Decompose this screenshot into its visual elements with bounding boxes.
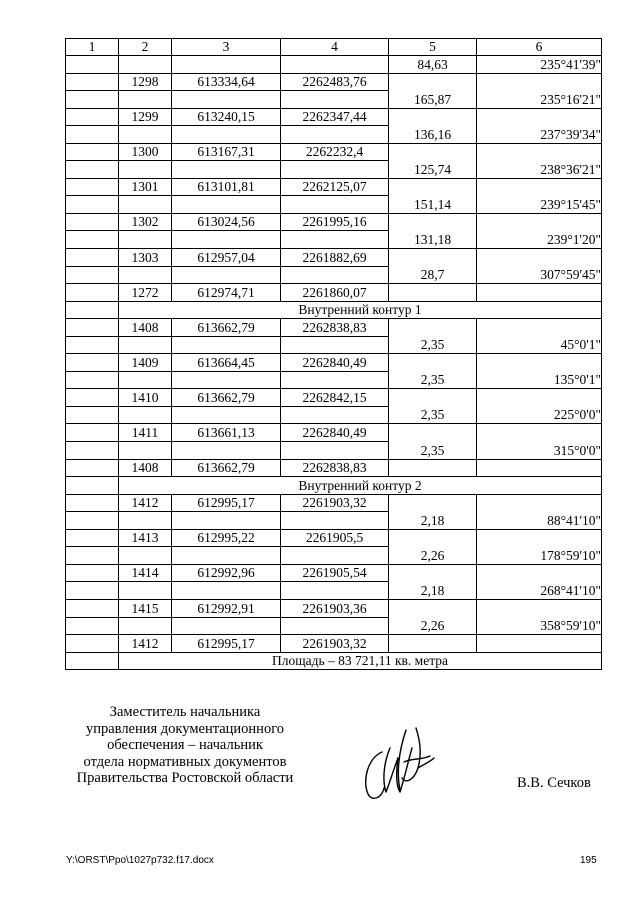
column-header: 1	[66, 39, 119, 56]
table-cell	[66, 266, 119, 284]
table-cell	[66, 599, 119, 617]
coordinate-x: 612995,17	[172, 635, 281, 653]
point-number: 1408	[119, 459, 172, 477]
table-cell	[66, 389, 119, 407]
table-cell	[172, 582, 281, 600]
table-cell	[119, 231, 172, 249]
table-cell	[66, 336, 119, 354]
coordinate-x: 612974,71	[172, 284, 281, 302]
coordinate-x: 612995,17	[172, 494, 281, 512]
segment-length: 136,16	[389, 126, 477, 144]
coordinate-y: 2261903,32	[281, 635, 389, 653]
point-row	[66, 319, 602, 337]
position-line: Заместитель начальника	[109, 704, 261, 720]
table-cell	[119, 56, 172, 74]
coordinate-x: 612992,96	[172, 564, 281, 582]
table-cell	[281, 196, 389, 214]
segment-length: 131,18	[389, 231, 477, 249]
point-number: 1414	[119, 564, 172, 582]
section-title: Внутренний контур 1	[119, 301, 602, 319]
point-row	[66, 564, 602, 582]
coordinate-y: 2262838,83	[281, 459, 389, 477]
coordinate-y: 2261903,32	[281, 494, 389, 512]
point-number: 1410	[119, 389, 172, 407]
segment-length: 2,35	[389, 442, 477, 460]
direction-angle: 238°36'21"	[477, 161, 602, 179]
table-cell	[477, 529, 602, 547]
point-row	[66, 529, 602, 547]
table-cell	[281, 512, 389, 530]
point-row	[66, 635, 602, 653]
segment-length: 2,35	[389, 406, 477, 424]
handwritten-signature	[360, 718, 440, 806]
position-line: Правительства Ростовской области	[76, 770, 294, 786]
table-cell	[477, 494, 602, 512]
table-cell	[389, 108, 477, 126]
point-number: 1408	[119, 319, 172, 337]
table-cell	[66, 512, 119, 530]
table-cell	[172, 336, 281, 354]
table-cell	[389, 249, 477, 267]
section-title: Площадь – 83 721,11 кв. метра	[119, 652, 602, 670]
table-cell	[172, 91, 281, 109]
coordinate-y: 2262840,49	[281, 354, 389, 372]
column-header: 3	[172, 39, 281, 56]
table-cell	[389, 213, 477, 231]
direction-angle: 358°59'10"	[477, 617, 602, 635]
table-cell	[66, 652, 119, 670]
table-cell	[477, 354, 602, 372]
table-cell	[477, 284, 602, 302]
segment-row	[66, 266, 602, 284]
table-cell	[66, 354, 119, 372]
column-header: 4	[281, 39, 389, 56]
segment-row	[66, 582, 602, 600]
segment-length: 2,18	[389, 582, 477, 600]
signatory-name: В.В. Сечков	[517, 775, 591, 791]
table-cell	[281, 126, 389, 144]
point-row	[66, 73, 602, 91]
table-cell	[66, 91, 119, 109]
segment-length: 151,14	[389, 196, 477, 214]
coordinate-x: 613167,31	[172, 143, 281, 161]
coordinates-table	[65, 38, 602, 670]
table-cell	[66, 249, 119, 267]
coordinate-x: 613101,81	[172, 178, 281, 196]
direction-angle: 237°39'34"	[477, 126, 602, 144]
table-cell	[389, 178, 477, 196]
table-cell	[477, 143, 602, 161]
table-cell	[66, 442, 119, 460]
table-cell	[172, 371, 281, 389]
point-number: 1303	[119, 249, 172, 267]
point-number: 1301	[119, 178, 172, 196]
table-cell	[281, 617, 389, 635]
segment-row	[66, 547, 602, 565]
coordinate-y: 2261903,36	[281, 599, 389, 617]
point-row	[66, 424, 602, 442]
table-cell	[477, 213, 602, 231]
table-cell	[477, 73, 602, 91]
point-number: 1298	[119, 73, 172, 91]
table-cell	[172, 266, 281, 284]
table-cell	[119, 547, 172, 565]
coordinate-x: 613662,79	[172, 459, 281, 477]
direction-angle: 307°59'45"	[477, 266, 602, 284]
segment-length: 2,18	[389, 512, 477, 530]
direction-angle: 225°0'0"	[477, 406, 602, 424]
coordinate-x: 613662,79	[172, 389, 281, 407]
point-number: 1412	[119, 494, 172, 512]
table-cell	[66, 213, 119, 231]
table-header-row	[66, 39, 602, 56]
table-cell	[172, 126, 281, 144]
table-cell	[389, 599, 477, 617]
table-cell	[172, 512, 281, 530]
segment-row	[66, 56, 602, 74]
section-title: Внутренний контур 2	[119, 477, 602, 495]
table-cell	[389, 284, 477, 302]
direction-angle: 235°16'21"	[477, 91, 602, 109]
table-cell	[172, 547, 281, 565]
column-header: 6	[477, 39, 602, 56]
coordinate-y: 2261995,16	[281, 213, 389, 231]
table-cell	[66, 529, 119, 547]
table-cell	[66, 196, 119, 214]
table-cell	[281, 56, 389, 74]
direction-angle: 315°0'0"	[477, 442, 602, 460]
table-cell	[66, 161, 119, 179]
table-cell	[66, 564, 119, 582]
table-cell	[281, 231, 389, 249]
table-cell	[119, 196, 172, 214]
point-row	[66, 459, 602, 477]
coordinate-x: 613661,13	[172, 424, 281, 442]
table-cell	[477, 459, 602, 477]
table-cell	[281, 336, 389, 354]
table-cell	[66, 459, 119, 477]
coordinate-y: 2261905,54	[281, 564, 389, 582]
coordinate-y: 2262125,07	[281, 178, 389, 196]
coordinate-x: 613662,79	[172, 319, 281, 337]
point-row	[66, 143, 602, 161]
coordinate-y: 2261882,69	[281, 249, 389, 267]
table-cell	[281, 91, 389, 109]
coordinate-y: 2261860,07	[281, 284, 389, 302]
segment-row	[66, 91, 602, 109]
table-cell	[389, 319, 477, 337]
table-cell	[66, 301, 119, 319]
direction-angle: 268°41'10"	[477, 582, 602, 600]
point-row	[66, 599, 602, 617]
section-title-row	[66, 301, 602, 319]
segment-length: 165,87	[389, 91, 477, 109]
table-cell	[477, 108, 602, 126]
point-number: 1415	[119, 599, 172, 617]
segment-row	[66, 406, 602, 424]
segment-length: 2,35	[389, 371, 477, 389]
position-line: отдела нормативных документов	[83, 753, 287, 770]
table-cell	[119, 161, 172, 179]
table-cell	[119, 406, 172, 424]
point-row	[66, 284, 602, 302]
point-row	[66, 108, 602, 126]
point-row	[66, 354, 602, 372]
table-cell	[389, 529, 477, 547]
segment-length: 125,74	[389, 161, 477, 179]
table-cell	[477, 424, 602, 442]
table-cell	[477, 564, 602, 582]
table-cell	[66, 477, 119, 495]
table-cell	[477, 319, 602, 337]
table-cell	[66, 406, 119, 424]
segment-row	[66, 617, 602, 635]
direction-angle: 45°0'1"	[477, 336, 602, 354]
table-cell	[66, 424, 119, 442]
coordinate-y: 2262483,76	[281, 73, 389, 91]
table-cell	[389, 73, 477, 91]
coordinate-x: 613024,56	[172, 213, 281, 231]
coordinate-x: 613334,64	[172, 73, 281, 91]
segment-length: 2,35	[389, 336, 477, 354]
table-cell	[66, 178, 119, 196]
direction-angle: 239°15'45"	[477, 196, 602, 214]
direction-angle: 235°41'39"	[477, 56, 602, 74]
table-cell	[119, 91, 172, 109]
table-cell	[66, 284, 119, 302]
point-row	[66, 494, 602, 512]
point-row	[66, 249, 602, 267]
table-cell	[389, 494, 477, 512]
table-cell	[172, 617, 281, 635]
point-row	[66, 178, 602, 196]
point-number: 1413	[119, 529, 172, 547]
point-number: 1272	[119, 284, 172, 302]
table-cell	[66, 231, 119, 249]
table-cell	[119, 266, 172, 284]
table-cell	[281, 582, 389, 600]
table-cell	[172, 56, 281, 74]
direction-angle: 239°1'20"	[477, 231, 602, 249]
direction-angle: 88°41'10"	[477, 512, 602, 530]
coordinate-x: 613240,15	[172, 108, 281, 126]
coordinate-y: 2262842,15	[281, 389, 389, 407]
section-title-row	[66, 477, 602, 495]
table-cell	[477, 178, 602, 196]
table-cell	[389, 564, 477, 582]
coordinate-x: 613664,45	[172, 354, 281, 372]
coordinate-y: 2262838,83	[281, 319, 389, 337]
table-cell	[281, 442, 389, 460]
table-cell	[389, 635, 477, 653]
table-cell	[66, 143, 119, 161]
table-cell	[66, 319, 119, 337]
table-cell	[66, 617, 119, 635]
table-cell	[389, 354, 477, 372]
segment-row	[66, 161, 602, 179]
segment-row	[66, 512, 602, 530]
segment-row	[66, 196, 602, 214]
table-cell	[281, 547, 389, 565]
table-cell	[119, 442, 172, 460]
table-cell	[477, 389, 602, 407]
segment-row	[66, 336, 602, 354]
table-cell	[172, 196, 281, 214]
table-cell	[66, 635, 119, 653]
position-line: обеспечения – начальник	[107, 737, 263, 753]
direction-angle: 135°0'1"	[477, 371, 602, 389]
table-cell	[389, 424, 477, 442]
signatory-position	[65, 704, 305, 787]
coordinate-y: 2262347,44	[281, 108, 389, 126]
file-path: Y:\ORST\Ppo\1027p732.f17.docx	[66, 855, 214, 866]
table-cell	[477, 599, 602, 617]
table-cell	[389, 459, 477, 477]
segment-length: 2,26	[389, 547, 477, 565]
table-cell	[66, 582, 119, 600]
point-row	[66, 389, 602, 407]
coordinate-y: 2261905,5	[281, 529, 389, 547]
table-cell	[66, 371, 119, 389]
table-cell	[281, 406, 389, 424]
table-cell	[281, 161, 389, 179]
coordinate-y: 2262232,4	[281, 143, 389, 161]
table-cell	[66, 547, 119, 565]
segment-row	[66, 442, 602, 460]
coordinate-y: 2262840,49	[281, 424, 389, 442]
table-cell	[172, 406, 281, 424]
table-cell	[119, 617, 172, 635]
table-cell	[66, 494, 119, 512]
point-row	[66, 213, 602, 231]
point-number: 1409	[119, 354, 172, 372]
table-cell	[281, 266, 389, 284]
segment-length: 84,63	[389, 56, 477, 74]
table-cell	[119, 371, 172, 389]
table-cell	[172, 442, 281, 460]
coordinate-x: 612957,04	[172, 249, 281, 267]
table-cell	[172, 161, 281, 179]
column-header: 2	[119, 39, 172, 56]
segment-row	[66, 371, 602, 389]
table-cell	[389, 143, 477, 161]
table-cell	[66, 126, 119, 144]
table-cell	[66, 108, 119, 126]
table-cell	[119, 336, 172, 354]
table-cell	[172, 231, 281, 249]
segment-length: 2,26	[389, 617, 477, 635]
table-cell	[66, 73, 119, 91]
coordinate-x: 612992,91	[172, 599, 281, 617]
direction-angle: 178°59'10"	[477, 547, 602, 565]
table-cell	[119, 126, 172, 144]
table-cell	[477, 635, 602, 653]
point-number: 1302	[119, 213, 172, 231]
segment-row	[66, 231, 602, 249]
segment-row	[66, 126, 602, 144]
position-line: управления документационного	[85, 720, 285, 737]
column-header: 5	[389, 39, 477, 56]
table-cell	[119, 582, 172, 600]
table-cell	[66, 56, 119, 74]
point-number: 1299	[119, 108, 172, 126]
coordinate-x: 612995,22	[172, 529, 281, 547]
point-number: 1300	[119, 143, 172, 161]
section-title-row	[66, 652, 602, 670]
table-cell	[389, 389, 477, 407]
table-cell	[477, 249, 602, 267]
point-number: 1411	[119, 424, 172, 442]
segment-length: 28,7	[389, 266, 477, 284]
page-number: 195	[580, 855, 597, 866]
table-cell	[119, 512, 172, 530]
table-cell	[281, 371, 389, 389]
point-number: 1412	[119, 635, 172, 653]
